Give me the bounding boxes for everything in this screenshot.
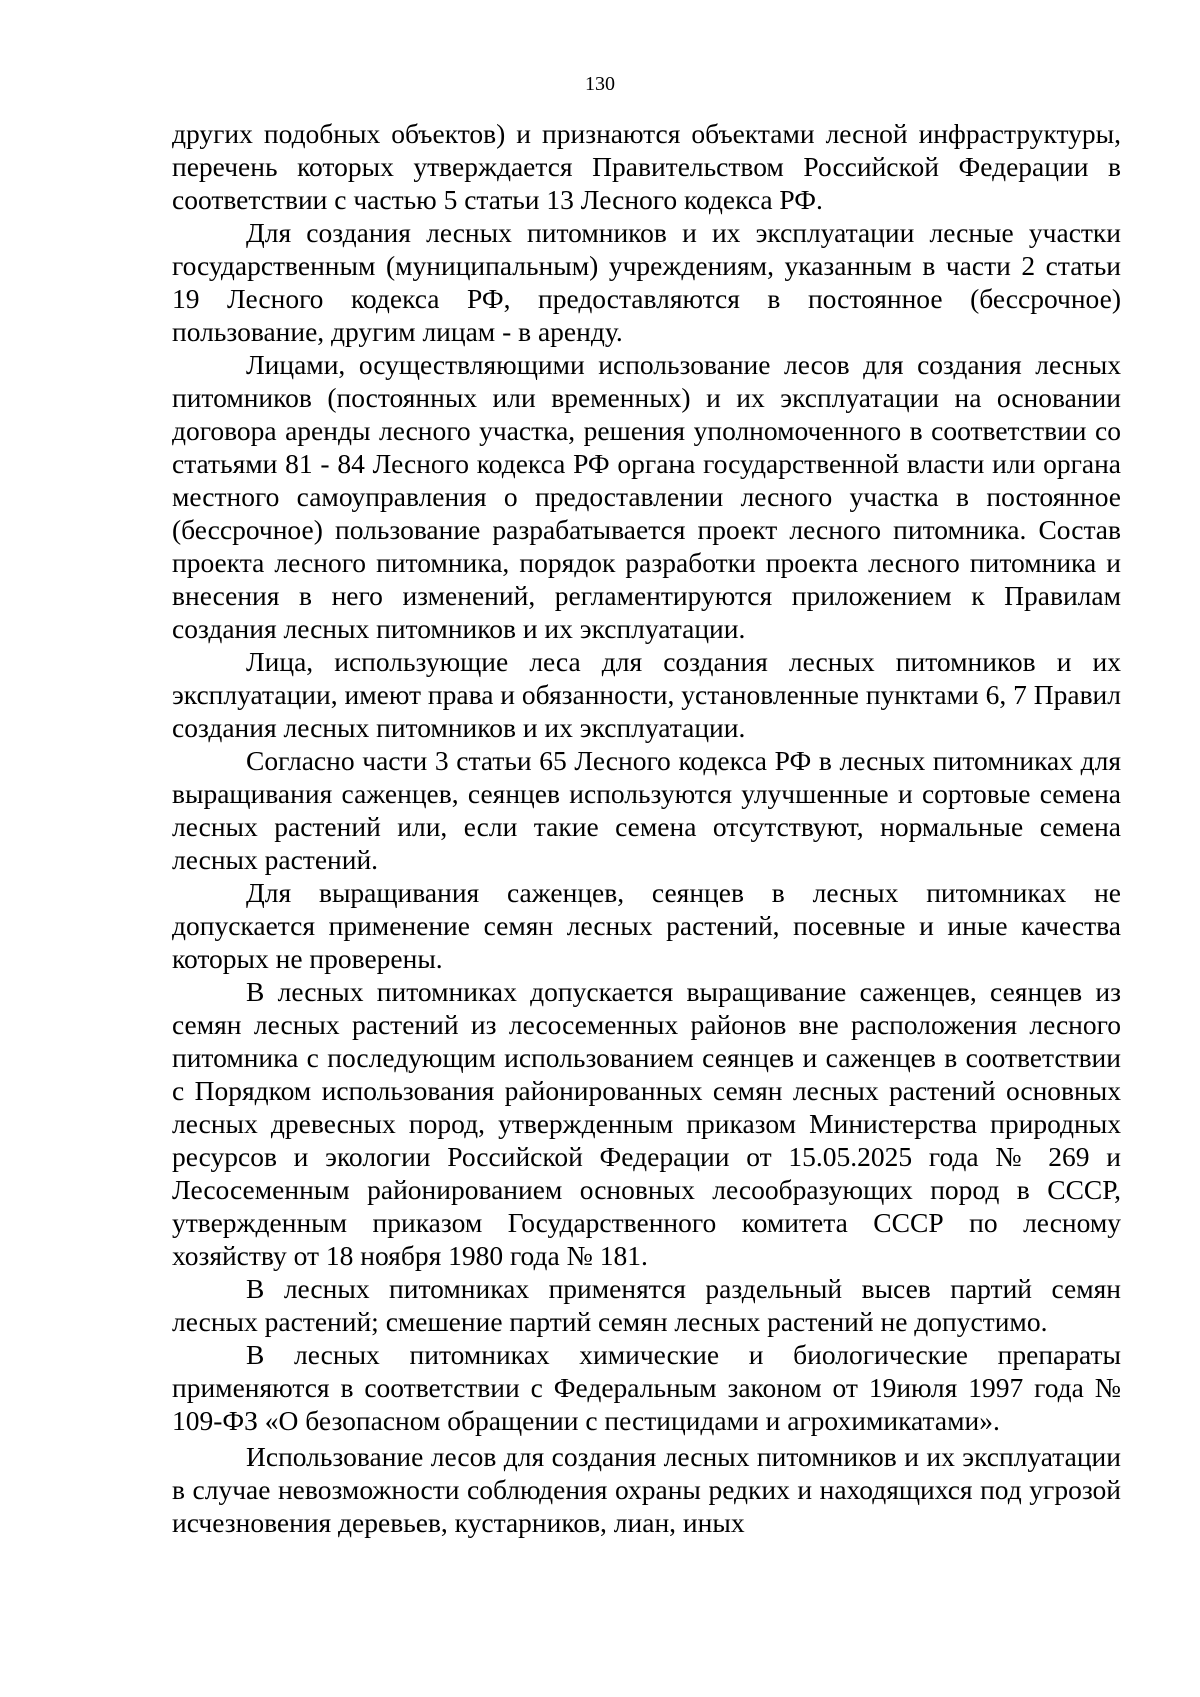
paragraph-land-plots: Для создания лесных питомников и их эксплуатации лесные участки государственным (муниципальным) учреждениям, указанным в части 2 статьи 19 Лесного кодекса РФ, предоставляются в постоянное (бессрочное) пользование, другим лицам - в аренду. [172,217,1121,347]
paragraph-chemical-preparations: В лесных питомниках химические и биологические препараты применяются в соответствии с Федеральным законом от 19июля 1997 года № 109-ФЗ «О безопасном обращении с пестицидами и агрохимикатами». [172,1339,1121,1436]
page-number: 130 [585,73,615,95]
paragraph-seed-zones: В лесных питомниках допускается выращивание саженцев, сеянцев из семян лесных растений из лесосеменных районов вне расположения лесного питомника с последующим использованием сеянцев и саженцев в соответствии с Порядком использования районированных семян лесных растений основных лесных древесных пород, утвержденным приказом Министерства природных ресурсов и экологии Российской Федерации от 15.05.2025 года № 269 и Лесосеменным районированием основных лесообразующих пород в СССР, утвержденным приказом Государственного комитета СССР по лесному хозяйству от 18 ноября 1980 года № 181. [172,976,1121,1271]
paragraph-nursery-project: Лицами, осуществляющими использование лесов для создания лесных питомников (постоянных или временных) и их эксплуатации на основании договора аренды лесного участка, решения уполномоченного в соответствии со статьями 81 - 84 Лесного кодекса РФ органа государственной власти или органа местного самоуправления о предоставлении лесного участка в постоянное (бессрочное) пользование разрабатывается проект лесного питомника. Состав проекта лесного питомника, порядок разработки проекта лесного питомника и внесения в него изменений, регламентируются приложением к Правилам создания лесных питомников и их эксплуатации. [172,349,1121,644]
document-body [172,117,1121,1539]
paragraph-separate-sowing: В лесных питомниках применятся раздельный высев партий семян лесных растений; смешение партий семян лесных растений не допустимо. [172,1273,1121,1337]
paragraph-improved-seeds: Согласно части 3 статьи 65 Лесного кодекса РФ в лесных питомниках для выращивания саженцев, сеянцев используются улучшенные и сортовые семена лесных растений или, если такие семена отсутствуют, нормальные семена лесных растений. [172,745,1121,875]
paragraph-rights-obligations: Лица, использующие леса для создания лесных питомников и их эксплуатации, имеют права и обязанности, установленные пунктами 6, 7 Правил создания лесных питомников и их эксплуатации. [172,646,1121,743]
paragraph-continuation: других подобных объектов) и признаются объектами лесной инфраструктуры, перечень которых утверждается Правительством Российской Федерации в соответствии с частью 5 статьи 13 Лесного кодекса РФ. [172,118,1121,215]
paragraph-rare-species: Использование лесов для создания лесных питомников и их эксплуатации в случае невозможности соблюдения охраны редких и находящихся под угрозой исчезновения деревьев, кустарников, лиан, иных [172,1441,1121,1538]
paragraph-unverified-seeds: Для выращивания саженцев, сеянцев в лесных питомниках не допускается применение семян лесных растений, посевные и иные качества которых не проверены. [172,877,1121,974]
